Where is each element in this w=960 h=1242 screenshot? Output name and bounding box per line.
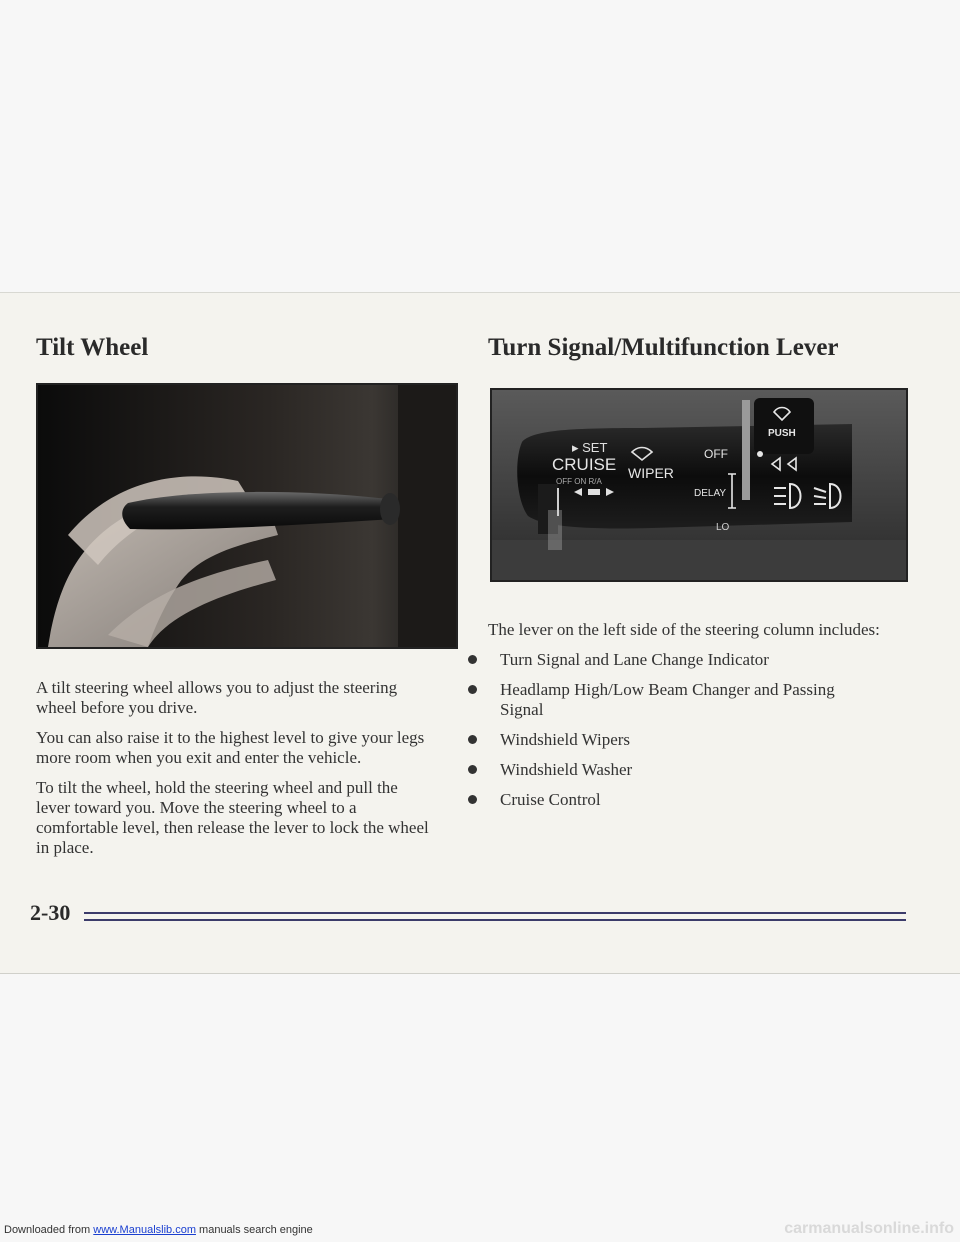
bullet-icon bbox=[468, 795, 477, 804]
watermark: carmanualsonline.info bbox=[784, 1220, 954, 1237]
page-number: 2-30 bbox=[30, 900, 71, 925]
tilt-paragraph-1: A tilt steering wheel allows you to adjust the steering wheel before you drive. bbox=[36, 678, 398, 717]
multifunction-lever-photo bbox=[490, 388, 908, 582]
multifunction-lever-illustration bbox=[492, 390, 906, 580]
wiper-label: WIPER bbox=[628, 465, 674, 481]
turn-signal-title: Turn Signal/Multifunction Lever bbox=[488, 334, 839, 361]
push-label: PUSH bbox=[768, 428, 796, 439]
list-item: Windshield Wipers bbox=[462, 730, 882, 750]
lever-feature-list bbox=[462, 650, 882, 810]
tilt-paragraph-2: You can also raise it to the highest level to give your legs more room when you exit and enter the vehicle. bbox=[36, 728, 425, 767]
lever-intro: The lever on the left side of the steering column includes: bbox=[488, 620, 880, 639]
bullet-icon bbox=[468, 685, 477, 694]
list-item: Cruise Control bbox=[462, 790, 882, 810]
tilt-wheel-title: Tilt Wheel bbox=[36, 334, 149, 361]
tilt-lever-photo bbox=[36, 383, 458, 649]
off-dot-icon bbox=[757, 451, 763, 457]
lo-label: LO bbox=[716, 522, 730, 533]
cruise-arrows-icon bbox=[574, 488, 614, 496]
tilt-paragraph-3: To tilt the wheel, hold the steering wheel and pull the lever toward you. Move the steering wheel to a comfortable level, then release the lever to lock the wheel in place. bbox=[36, 778, 429, 857]
list-item: Turn Signal and Lane Change Indicator bbox=[462, 650, 882, 670]
list-item: Windshield Washer bbox=[462, 760, 882, 780]
bullet-icon bbox=[468, 655, 477, 664]
cruise-label: CRUISE bbox=[552, 455, 617, 474]
cruise-onoff-label: OFF ON R/A bbox=[556, 477, 602, 486]
tilt-lever-illustration bbox=[38, 385, 456, 647]
delay-label: DELAY bbox=[694, 488, 727, 499]
manualslib-link[interactable]: www.Manualslib.com bbox=[93, 1224, 196, 1236]
list-item: Headlamp High/Low Beam Changer and Passing Signal bbox=[462, 680, 880, 720]
off-label: OFF bbox=[704, 447, 728, 461]
footer-rule bbox=[84, 912, 906, 921]
set-label: ▸ SET bbox=[572, 440, 608, 455]
bullet-icon bbox=[468, 735, 477, 744]
download-footer: Downloaded from www.Manualslib.com manuals search engine bbox=[4, 1224, 313, 1236]
bullet-icon bbox=[468, 765, 477, 774]
